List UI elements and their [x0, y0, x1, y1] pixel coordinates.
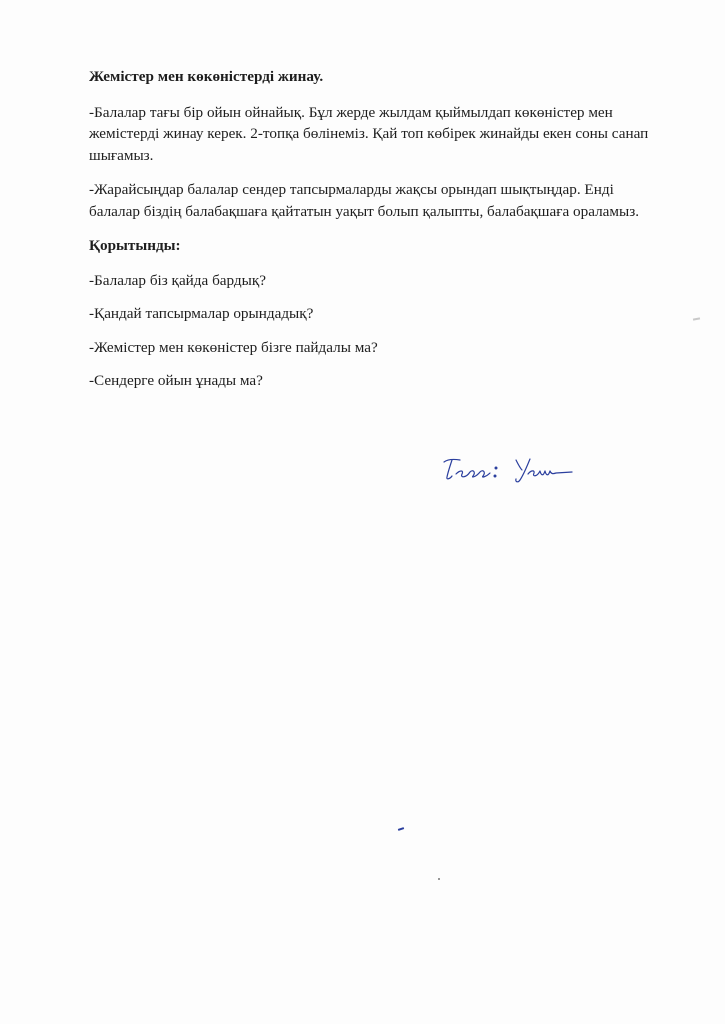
- scan-speck: [438, 878, 440, 880]
- handwritten-signature: [440, 450, 575, 490]
- document-title: Жемістер мен көкөністерді жинау.: [89, 68, 324, 85]
- question-item: -Қандай тапсырмалар орындадық?: [89, 305, 314, 322]
- paragraph-game-instructions: -Балалар тағы бір ойын ойнайық. Бұл жерде жылдам қыймылдап көкөністер мен жемістерді жинау керек. 2-топқа бөлінеміз. Қай топ көбірек жинайды екен соны санап шығамыз.: [89, 103, 649, 164]
- conclusion-heading: Қорытынды:: [89, 237, 181, 254]
- question-item: -Жемістер мен көкөністер бізге пайдалы ма?: [89, 338, 378, 356]
- scan-speck: [398, 827, 404, 831]
- document-body: [89, 66, 649, 404]
- paragraph-praise: -Жарайсыңдар балалар сендер тапсырмаларды жақсы орындап шықтыңдар. Енді балалар біздің балабақшаға қайтатын уақыт болып қалыпты, балабақшаға ораламыз.: [89, 181, 640, 220]
- question-item: -Балалар біз қайда бардық?: [89, 271, 266, 289]
- scan-speck: [693, 317, 700, 320]
- question-item: -Сендерге ойын ұнады ма?: [89, 372, 263, 389]
